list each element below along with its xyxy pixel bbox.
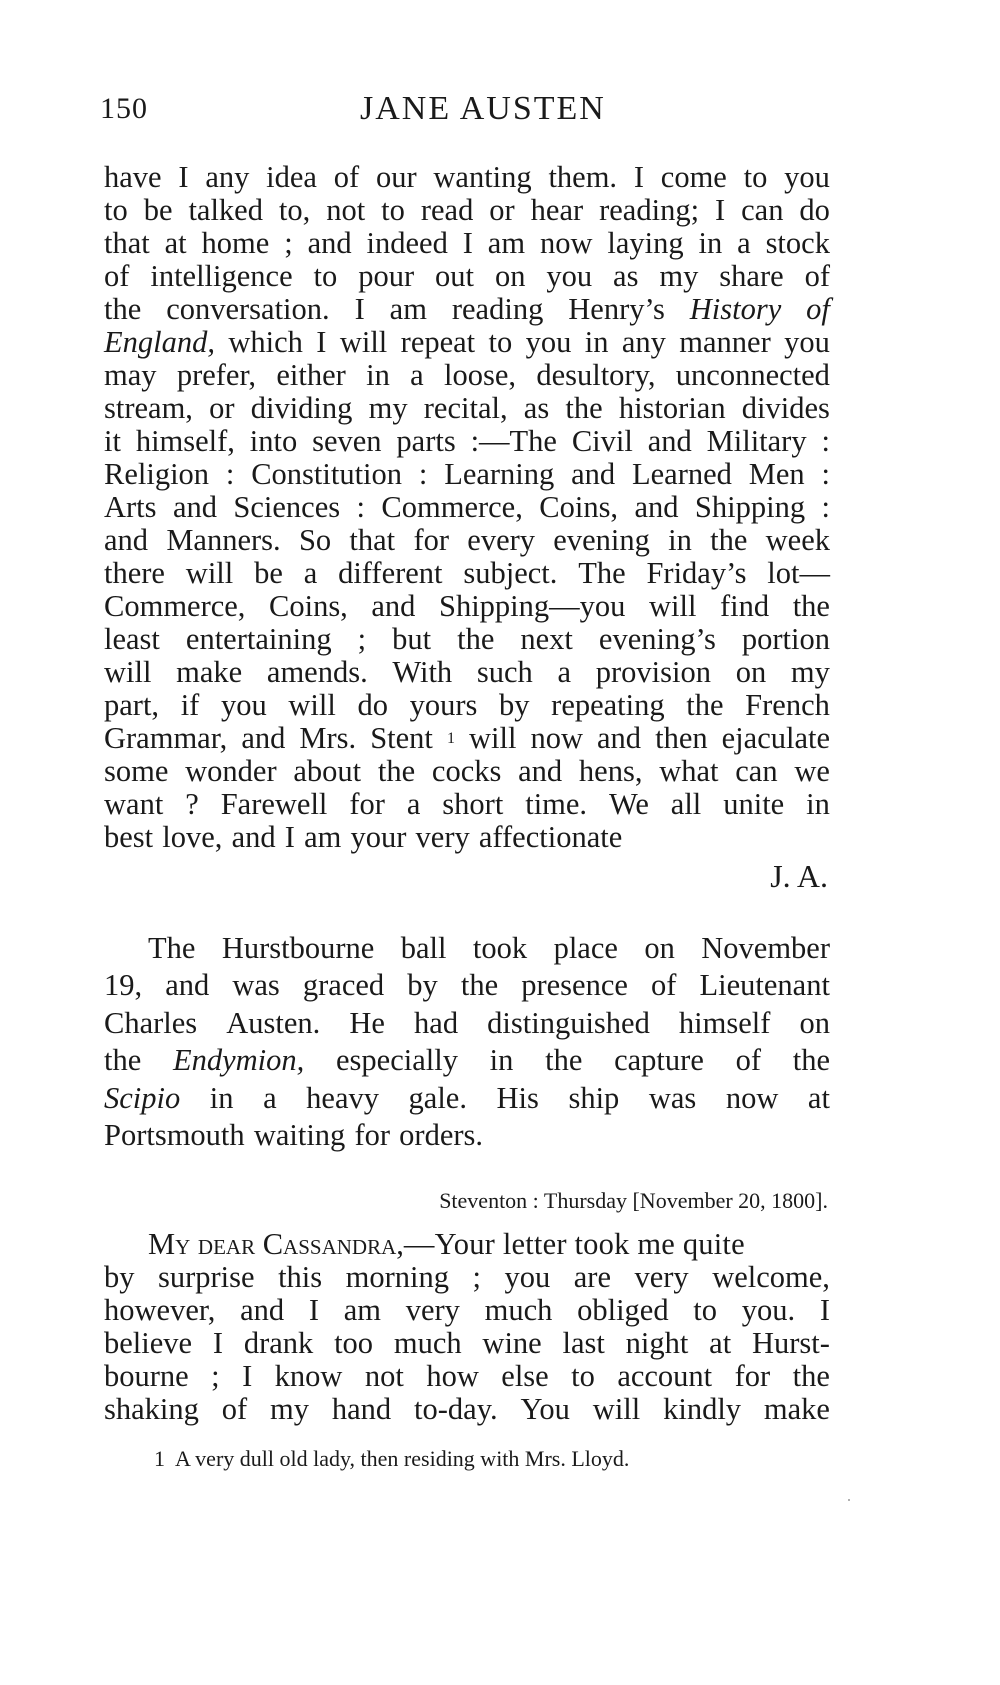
text-line: shaking of my hand to-day. You will kindly make — [104, 1392, 830, 1426]
paper-speck — [848, 1499, 850, 1501]
signature: J. A. — [770, 858, 828, 894]
text-line: the conversation. I am reading Henry’s History of — [104, 292, 830, 326]
text-line: Scipio in a heavy gale. His ship was now at — [104, 1080, 830, 1115]
text-line: best love, and I am your very affectionate — [104, 820, 623, 854]
text-line: some wonder about the cocks and hens, what can we — [104, 754, 830, 788]
salutation: My dear Cassandra, — [148, 1227, 404, 1261]
text-line: stream, or dividing my recital, as the historian divides — [104, 391, 830, 425]
text-line: and Manners. So that for every evening in the week — [104, 523, 830, 557]
narrative-paragraph — [104, 930, 830, 1154]
text-line: want ? Farewell for a short time. We all unite in — [104, 787, 830, 821]
salutation-continuation: —Your letter took me quite — [403, 1227, 745, 1261]
footnote — [154, 1444, 629, 1474]
text-line: may prefer, either in a loose, desultory, unconnected — [104, 358, 830, 392]
text-line: there will be a different subject. The Friday’s lot— — [104, 556, 830, 590]
text-line: of intelligence to pour out on you as my share of — [104, 259, 830, 293]
letter-dateline: Steventon : Thursday [November 20, 1800]. — [439, 1188, 828, 1213]
text-line: Arts and Sciences : Commerce, Coins, and Shipping : — [104, 490, 830, 524]
text-line: Portsmouth waiting for orders. — [104, 1117, 484, 1152]
text-line: Grammar, and Mrs. Stent 1 will now and then ejaculate — [104, 721, 830, 755]
footnote-text: A very dull old lady, then residing with Mrs. Lloyd. — [175, 1446, 630, 1471]
letter-paragraph — [104, 161, 830, 854]
text-line: England, which I will repeat to you in any manner you — [104, 325, 830, 359]
text-line: that at home ; and indeed I am now laying in a stock — [104, 226, 830, 260]
text-line: the Endymion, especially in the capture of the — [104, 1043, 830, 1078]
text-line: Commerce, Coins, and Shipping—you will find the — [104, 589, 830, 623]
footnote-marker: 1 — [154, 1446, 165, 1471]
running-title: JANE AUSTEN — [360, 90, 606, 127]
text-line: have I any idea of our wanting them. I come to you — [104, 160, 830, 194]
text-line: by surprise this morning ; you are very welcome, — [104, 1260, 830, 1294]
text-line: least entertaining ; but the next evening’s portion — [104, 622, 830, 656]
text-line: believe I drank too much wine last night at Hurst- — [104, 1326, 830, 1360]
text-line: to be talked to, not to read or hear reading; I can do — [104, 193, 830, 227]
text-line: it himself, into seven parts :—The Civil and Military : — [104, 424, 830, 458]
text-line: The Hurstbourne ball took place on November — [148, 931, 830, 965]
text-line: will make amends. With such a provision on my — [104, 655, 830, 689]
text-line: Charles Austen. He had distinguished himself on — [104, 1005, 830, 1040]
text-line: 19, and was graced by the presence of Lieutenant — [104, 968, 830, 1003]
text-line: part, if you will do yours by repeating the French — [104, 688, 830, 722]
text-line: Religion : Constitution : Learning and Learned Men : — [104, 457, 830, 491]
text-line: however, and I am very much obliged to you. I — [104, 1293, 830, 1327]
second-letter — [104, 1228, 830, 1426]
text-line: bourne ; I know not how else to account for the — [104, 1359, 830, 1393]
page-number: 150 — [100, 92, 148, 125]
text-line — [104, 1228, 830, 1261]
